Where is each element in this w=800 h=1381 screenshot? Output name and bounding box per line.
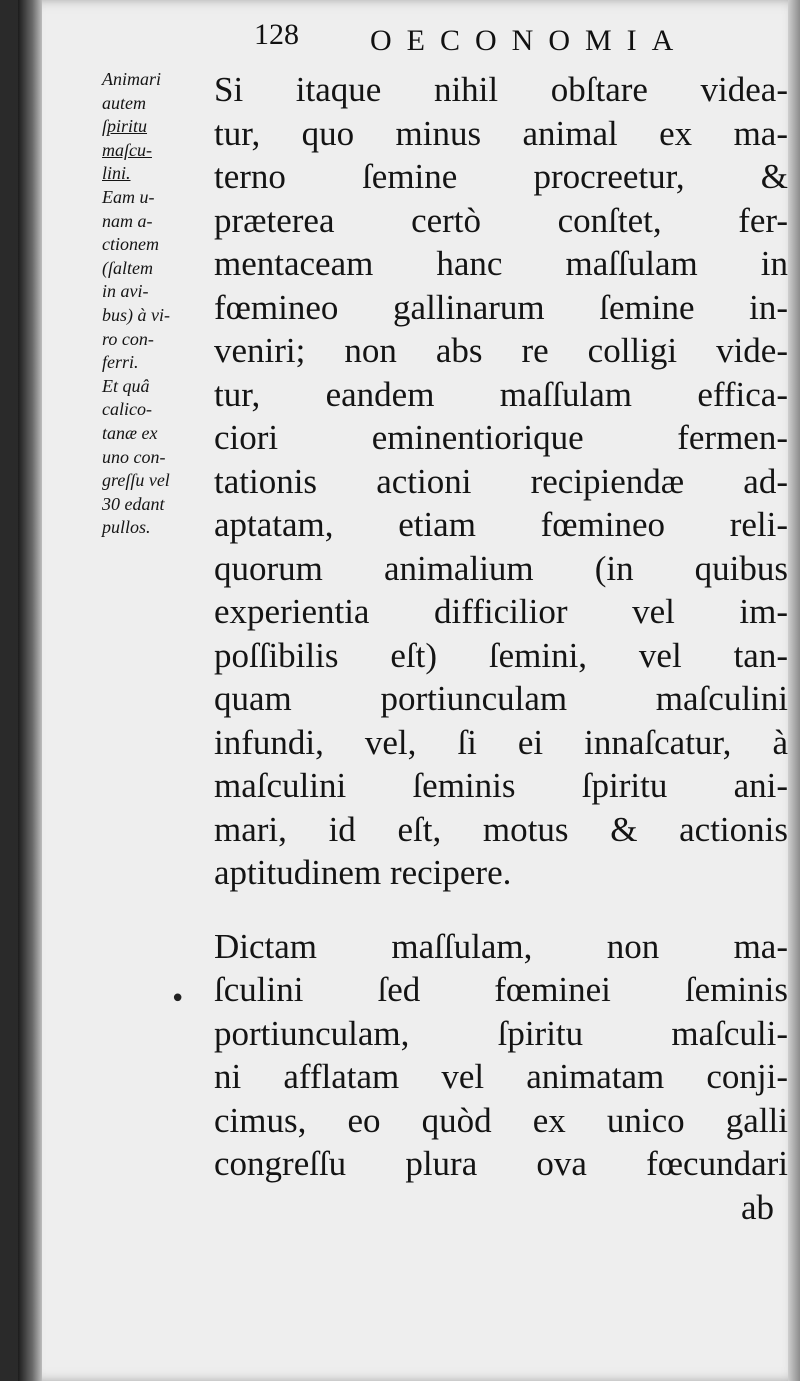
margin-note-line: Et quâ — [102, 375, 150, 396]
running-title: OECONOMIA — [370, 24, 689, 57]
body-line: Dictam maſſulam, non ma- — [214, 926, 788, 966]
body-line: quam portiunculam maſculini — [214, 679, 788, 718]
body-line: poſſibilis eſt) ſemini, vel tan- — [214, 635, 788, 675]
body-line: ſculini ſed fœminei ſeminis — [214, 970, 788, 1009]
margin-note-line: maſcu- — [102, 139, 152, 160]
margin-note-line: (ſaltem — [102, 257, 153, 278]
body-line: fœmineo gallinarum ſemine in- — [214, 287, 788, 327]
page-number: 128 — [254, 18, 299, 51]
margin-note-line: Eam u- — [102, 186, 155, 207]
margin-notes — [102, 68, 232, 540]
margin-note-line: ro con- — [102, 328, 154, 349]
body-line: mentaceam hanc maſſulam in — [214, 244, 788, 283]
margin-note-line: calico- — [102, 399, 152, 420]
body-line: congreſſu plura ova fœcundari — [214, 1144, 788, 1183]
body-line: infundi, vel, ſi ei innaſcatur, à — [214, 722, 788, 762]
paragraph-marker: • — [170, 984, 186, 1014]
body-line: tur, quo minus animal ex ma- — [214, 113, 788, 153]
page-edge — [788, 0, 800, 1381]
body-line: præterea certò conſtet, fer- — [214, 200, 788, 240]
margin-note-line: ſpiritu — [102, 116, 148, 137]
body-line: mari, id eſt, motus & actionis — [214, 809, 788, 849]
body-line: maſculini ſeminis ſpiritu ani- — [214, 766, 788, 805]
margin-note-line: ferri. — [102, 352, 139, 373]
margin-note-line: pullos. — [102, 517, 151, 538]
body-line: experientia difficilior vel im- — [214, 592, 788, 631]
catchword: ab — [740, 1187, 774, 1227]
margin-note-line: greſſu vel — [102, 470, 170, 491]
margin-note-line: tanæ ex — [102, 422, 158, 443]
margin-note-line: lini. — [102, 163, 131, 184]
margin-note-line: ctionem — [102, 234, 159, 255]
body-line: cimus, eo quòd ex unico galli — [214, 1100, 788, 1140]
body-line: aptitudinem recipere. — [214, 853, 512, 892]
paragraph-gap — [214, 895, 788, 925]
book-page — [18, 0, 800, 1381]
body-line: veniri; non abs re colligi vide- — [214, 331, 788, 370]
margin-note-line: uno con- — [102, 446, 166, 467]
body-line: quorum animalium (in quibus — [214, 548, 788, 588]
body-text — [214, 68, 788, 1229]
body-line: ciori eminentiorique fermen- — [214, 418, 788, 457]
margin-note-line: 30 edant — [102, 493, 165, 514]
body-line: Si itaque nihil obſtare videa- — [214, 70, 788, 109]
body-line: tationis actioni recipiendæ ad- — [214, 461, 788, 501]
margin-note-line: Animari — [102, 69, 162, 89]
body-line: ni afflatam vel animatam conji- — [214, 1057, 788, 1096]
margin-note-line: nam a- — [102, 210, 153, 231]
margin-note-line: autem — [102, 92, 146, 113]
body-line: tur, eandem maſſulam effica- — [214, 374, 788, 414]
body-line: aptatam, etiam fœmineo reli- — [214, 505, 788, 544]
margin-note-line: bus) à vi- — [102, 304, 170, 325]
margin-note-line: in avi- — [102, 281, 149, 302]
body-line: portiunculam, ſpiritu maſculi- — [214, 1013, 788, 1053]
body-line: terno ſemine procreetur, & — [214, 157, 788, 196]
book-gutter — [18, 0, 42, 1381]
